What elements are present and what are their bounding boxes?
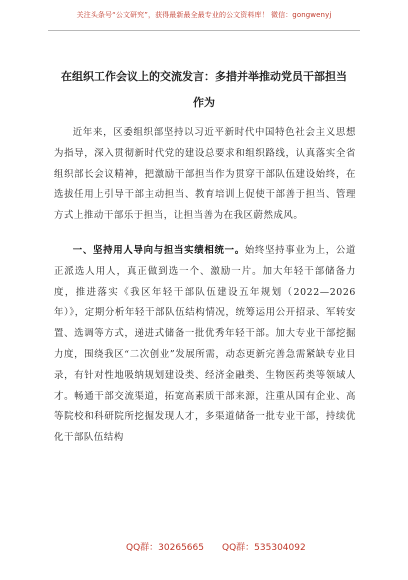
footer xyxy=(0,536,408,556)
header-banner-text: 关注头条号“公文研究”，获得最新最全最专业的公文资料库！ 微信：gongwenyj xyxy=(76,11,332,19)
intro-paragraph: 近年来，区委组织部坚持以习近平新时代中国特色社会主义思想为指导，深入贯彻新时代党的建设总要求和组织路线，认真落实全省组织部长会议精神，把激励干部担当作为贯穿干部队伍建设始终，在选拔任用上引导干部主动担当、教育培训上促使干部善于担当、管理方式上推动干部乐于担当，让担当善为在我区蔚然成风。 xyxy=(54,127,356,222)
header-divider xyxy=(48,30,360,31)
footer-qq-group-1: QQ群：30265665 xyxy=(126,543,204,553)
section-1-paragraph xyxy=(54,241,356,449)
document-title: 在组织工作会议上的交流发言：多措并举推动党员干部担当作为 xyxy=(61,70,347,109)
section-1-heading: 一、坚持用人导向与担当实绩相统一。 xyxy=(72,245,245,256)
header-banner xyxy=(0,0,408,30)
section-1-body: 始终坚持事业为上，公道正派选人用人，真正做到选一个、激励一片。加大年轻干部储备力度，推进落实《我区年轻干部队伍建设五年规划（2022—2026年）》，定期分析年轻干部队伍结构情况，统筹运用公开招录、军转安置、选调等方式，递进式储备一批优秀年轻干部。加大专业干部挖掘力度，围绕我区“二次创业”发展所需，动态更新完善急需紧缺专业目录，有针对性地吸纳规划建设类、经济金融类、生物医药类等领域人才。畅通干部交流渠道，拓宽高素质干部来源，注重从国有企业、高等院校和科研院所挖掘发现人才，多渠道储备一批专业干部，持续优化干部队伍结构 xyxy=(54,245,356,444)
footer-qq-group-2: QQ群：535304092 xyxy=(222,543,306,553)
